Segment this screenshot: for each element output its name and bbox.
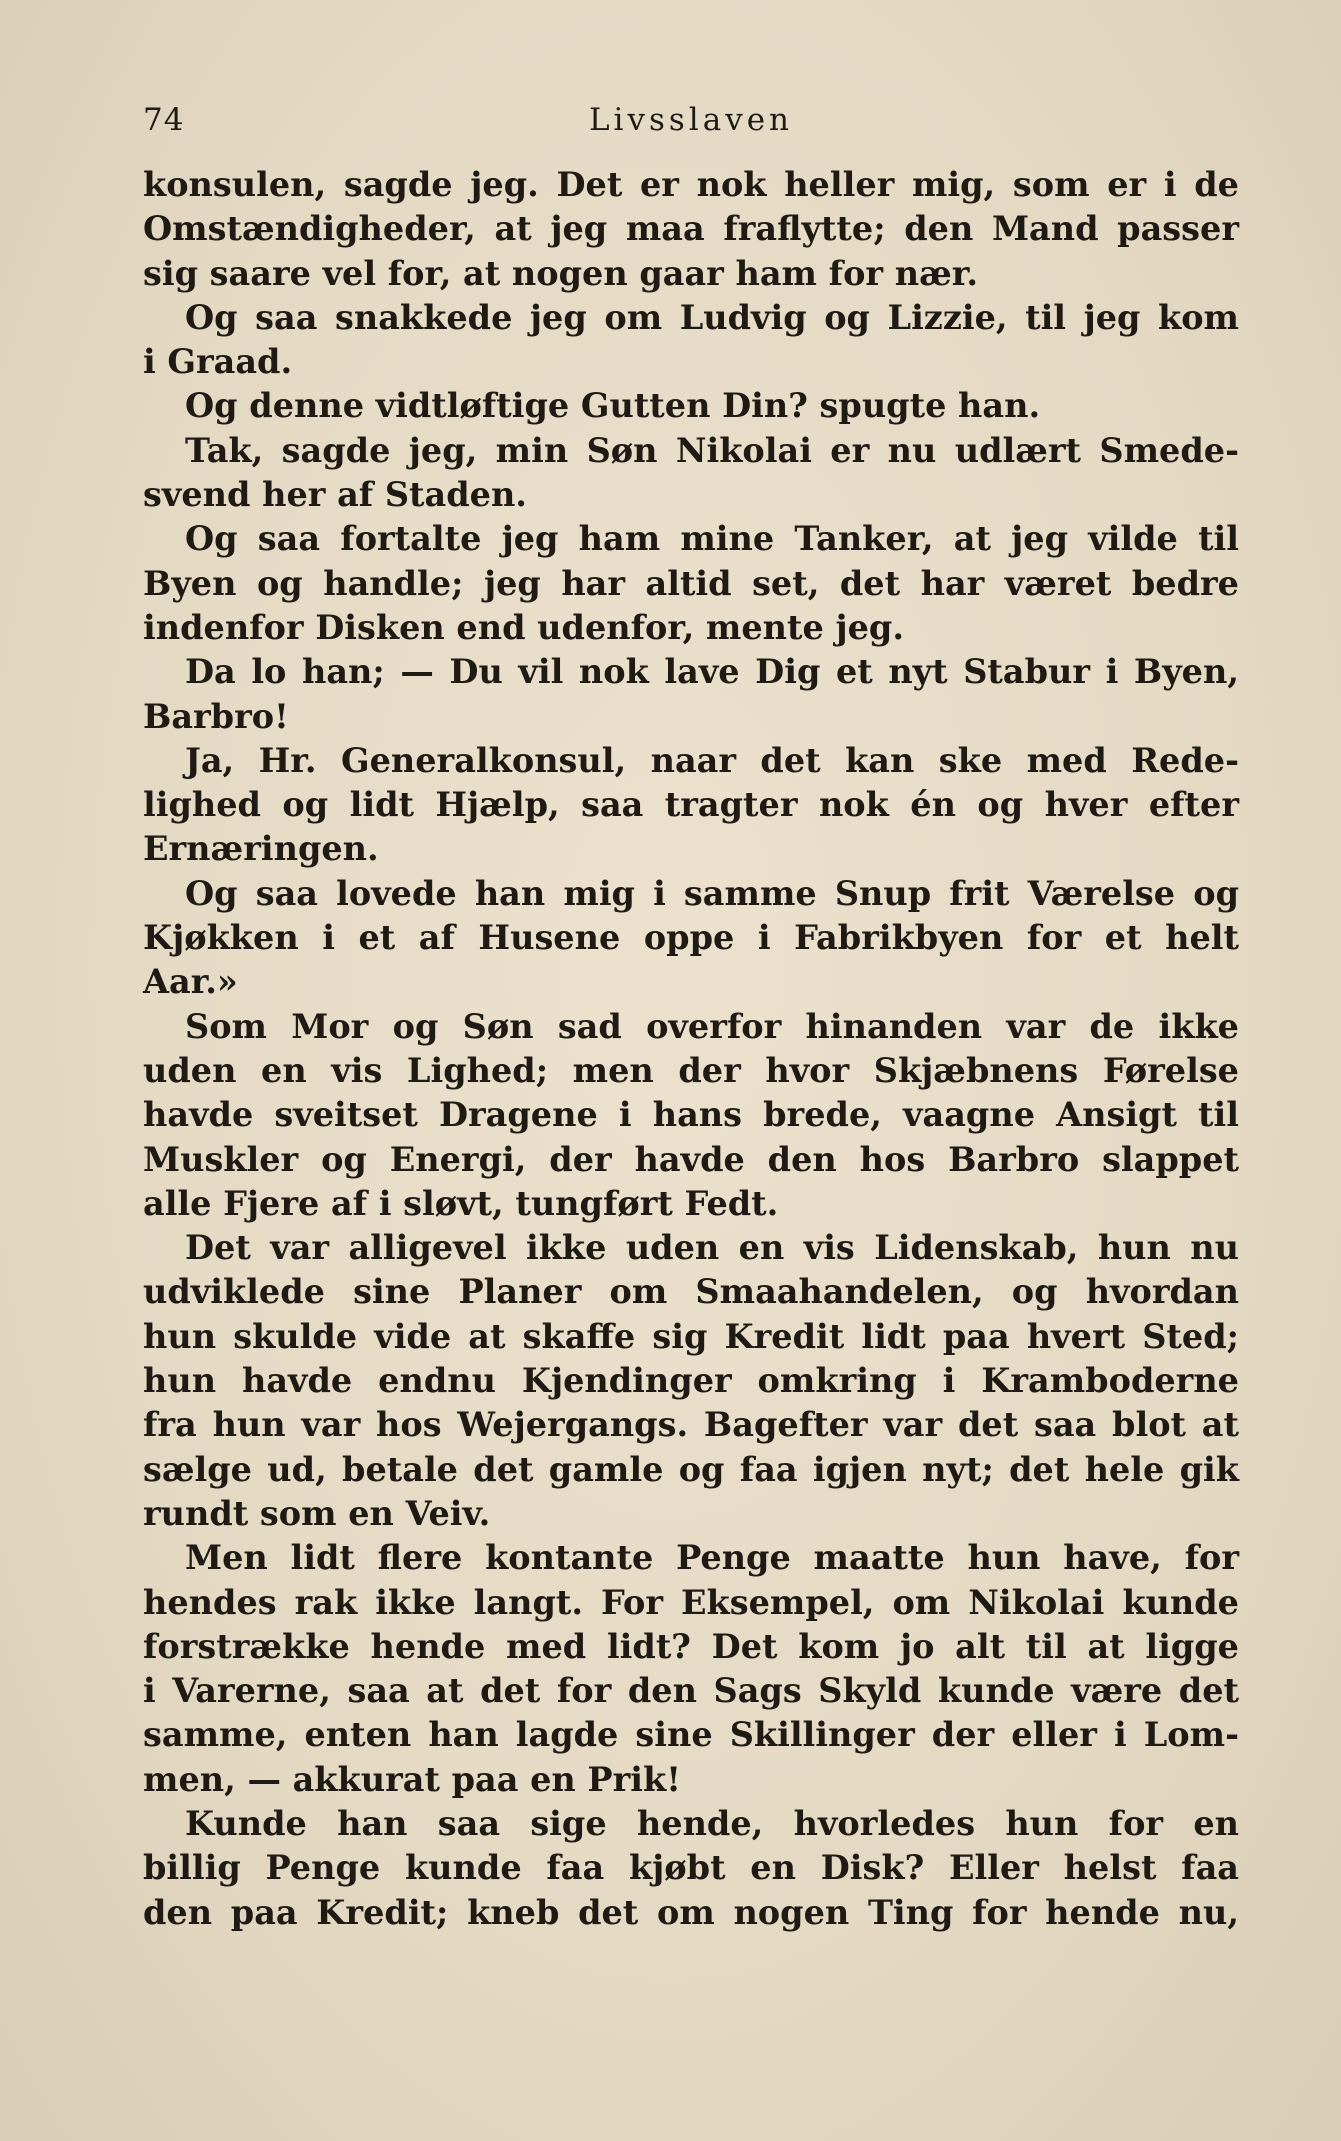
page-number: 74 — [143, 102, 185, 138]
text-line: Ja, Hr. Generalkonsul, naar det kan ske med Rede- — [185, 740, 1239, 780]
running-title: Livsslaven — [588, 102, 794, 138]
text-line: Men lidt flere kontante Penge maatte hun have, for — [185, 1538, 1239, 1578]
text-line: Muskler og Energi, der havde den hos Barbro slappet — [143, 1139, 1239, 1179]
text-line: hun havde endnu Kjendinger omkring i Kramboderne — [143, 1361, 1239, 1401]
text-line: men, — akkurat paa en Prik! — [143, 1759, 681, 1799]
text-line: i Graad. — [143, 342, 293, 382]
text-line: Aar.» — [143, 962, 238, 1002]
text-line: uden en vis Lighed; men der hvor Skjæbnens Førelse — [143, 1050, 1239, 1090]
text-line: indenfor Disken end udenfor, mente jeg. — [143, 607, 905, 647]
page-header — [143, 95, 1239, 145]
text-line: Da lo han; — Du vil nok lave Dig et nyt Stabur i Byen, — [185, 652, 1239, 692]
text-line: hendes rak ikke langt. For Eksempel, om Nikolai kunde — [143, 1582, 1239, 1622]
text-line: Og saa snakkede jeg om Ludvig og Lizzie, til jeg kom — [185, 297, 1239, 337]
text-line: fra hun var hos Wejergangs. Bagefter var det saa blot at — [143, 1405, 1239, 1445]
text-line: udviklede sine Planer om Smaahandelen, og hvordan — [143, 1272, 1239, 1312]
text-line: rundt som en Veiv. — [143, 1493, 491, 1533]
text-line: i Varerne, saa at det for den Sags Skyld kunde være det — [143, 1671, 1239, 1711]
text-line: svend her af Staden. — [143, 475, 527, 515]
text-line: Og denne vidtløftige Gutten Din? spugte han. — [185, 386, 1041, 426]
text-line: Og saa lovede han mig i samme Snup frit Værelse og — [185, 873, 1239, 913]
text-line: Som Mor og Søn sad overfor hinanden var de ikke — [185, 1006, 1239, 1046]
text-line: Og saa fortalte jeg ham mine Tanker, at jeg vilde til — [185, 519, 1239, 559]
text-line: lighed og lidt Hjælp, saa tragter nok én og hver efter — [143, 785, 1239, 825]
text-line: Barbro! — [143, 696, 289, 736]
text-line: havde sveitset Dragene i hans brede, vaagne Ansigt til — [143, 1095, 1239, 1135]
body-text — [143, 163, 1239, 1935]
text-line: Kunde han saa sige hende, hvorledes hun for en — [185, 1803, 1239, 1843]
text-line: Kjøkken i et af Husene oppe i Fabrikbyen for et helt — [143, 918, 1239, 958]
text-line: Omstændigheder, at jeg maa fraflytte; den Mand passer — [143, 209, 1239, 249]
text-line: sig saare vel for, at nogen gaar ham for nær. — [143, 253, 978, 293]
text-line: hun skulde vide at skaffe sig Kredit lidt paa hvert Sted; — [143, 1316, 1239, 1356]
text-line: samme, enten han lagde sine Skillinger der eller i Lom- — [143, 1715, 1239, 1755]
text-line: konsulen, sagde jeg. Det er nok heller mig, som er i de — [143, 165, 1239, 204]
text-line: Tak, sagde jeg, min Søn Nikolai er nu udlært Smede- — [185, 430, 1239, 470]
text-line: forstrække hende med lidt? Det kom jo alt til at ligge — [143, 1626, 1239, 1666]
text-line: den paa Kredit; kneb det om nogen Ting for hende nu, — [143, 1892, 1239, 1932]
text-line: Ernæringen. — [143, 829, 379, 869]
text-line: alle Fjere af i sløvt, tungført Fedt. — [143, 1183, 779, 1223]
text-line: sælge ud, betale det gamle og faa igjen nyt; det hele gik — [143, 1449, 1239, 1489]
text-line: Byen og handle; jeg har altid set, det har været bedre — [143, 563, 1239, 603]
text-line: Det var alligevel ikke uden en vis Lidenskab, hun nu — [185, 1228, 1239, 1268]
text-line: billig Penge kunde faa kjøbt en Disk? Eller helst faa — [143, 1848, 1239, 1888]
